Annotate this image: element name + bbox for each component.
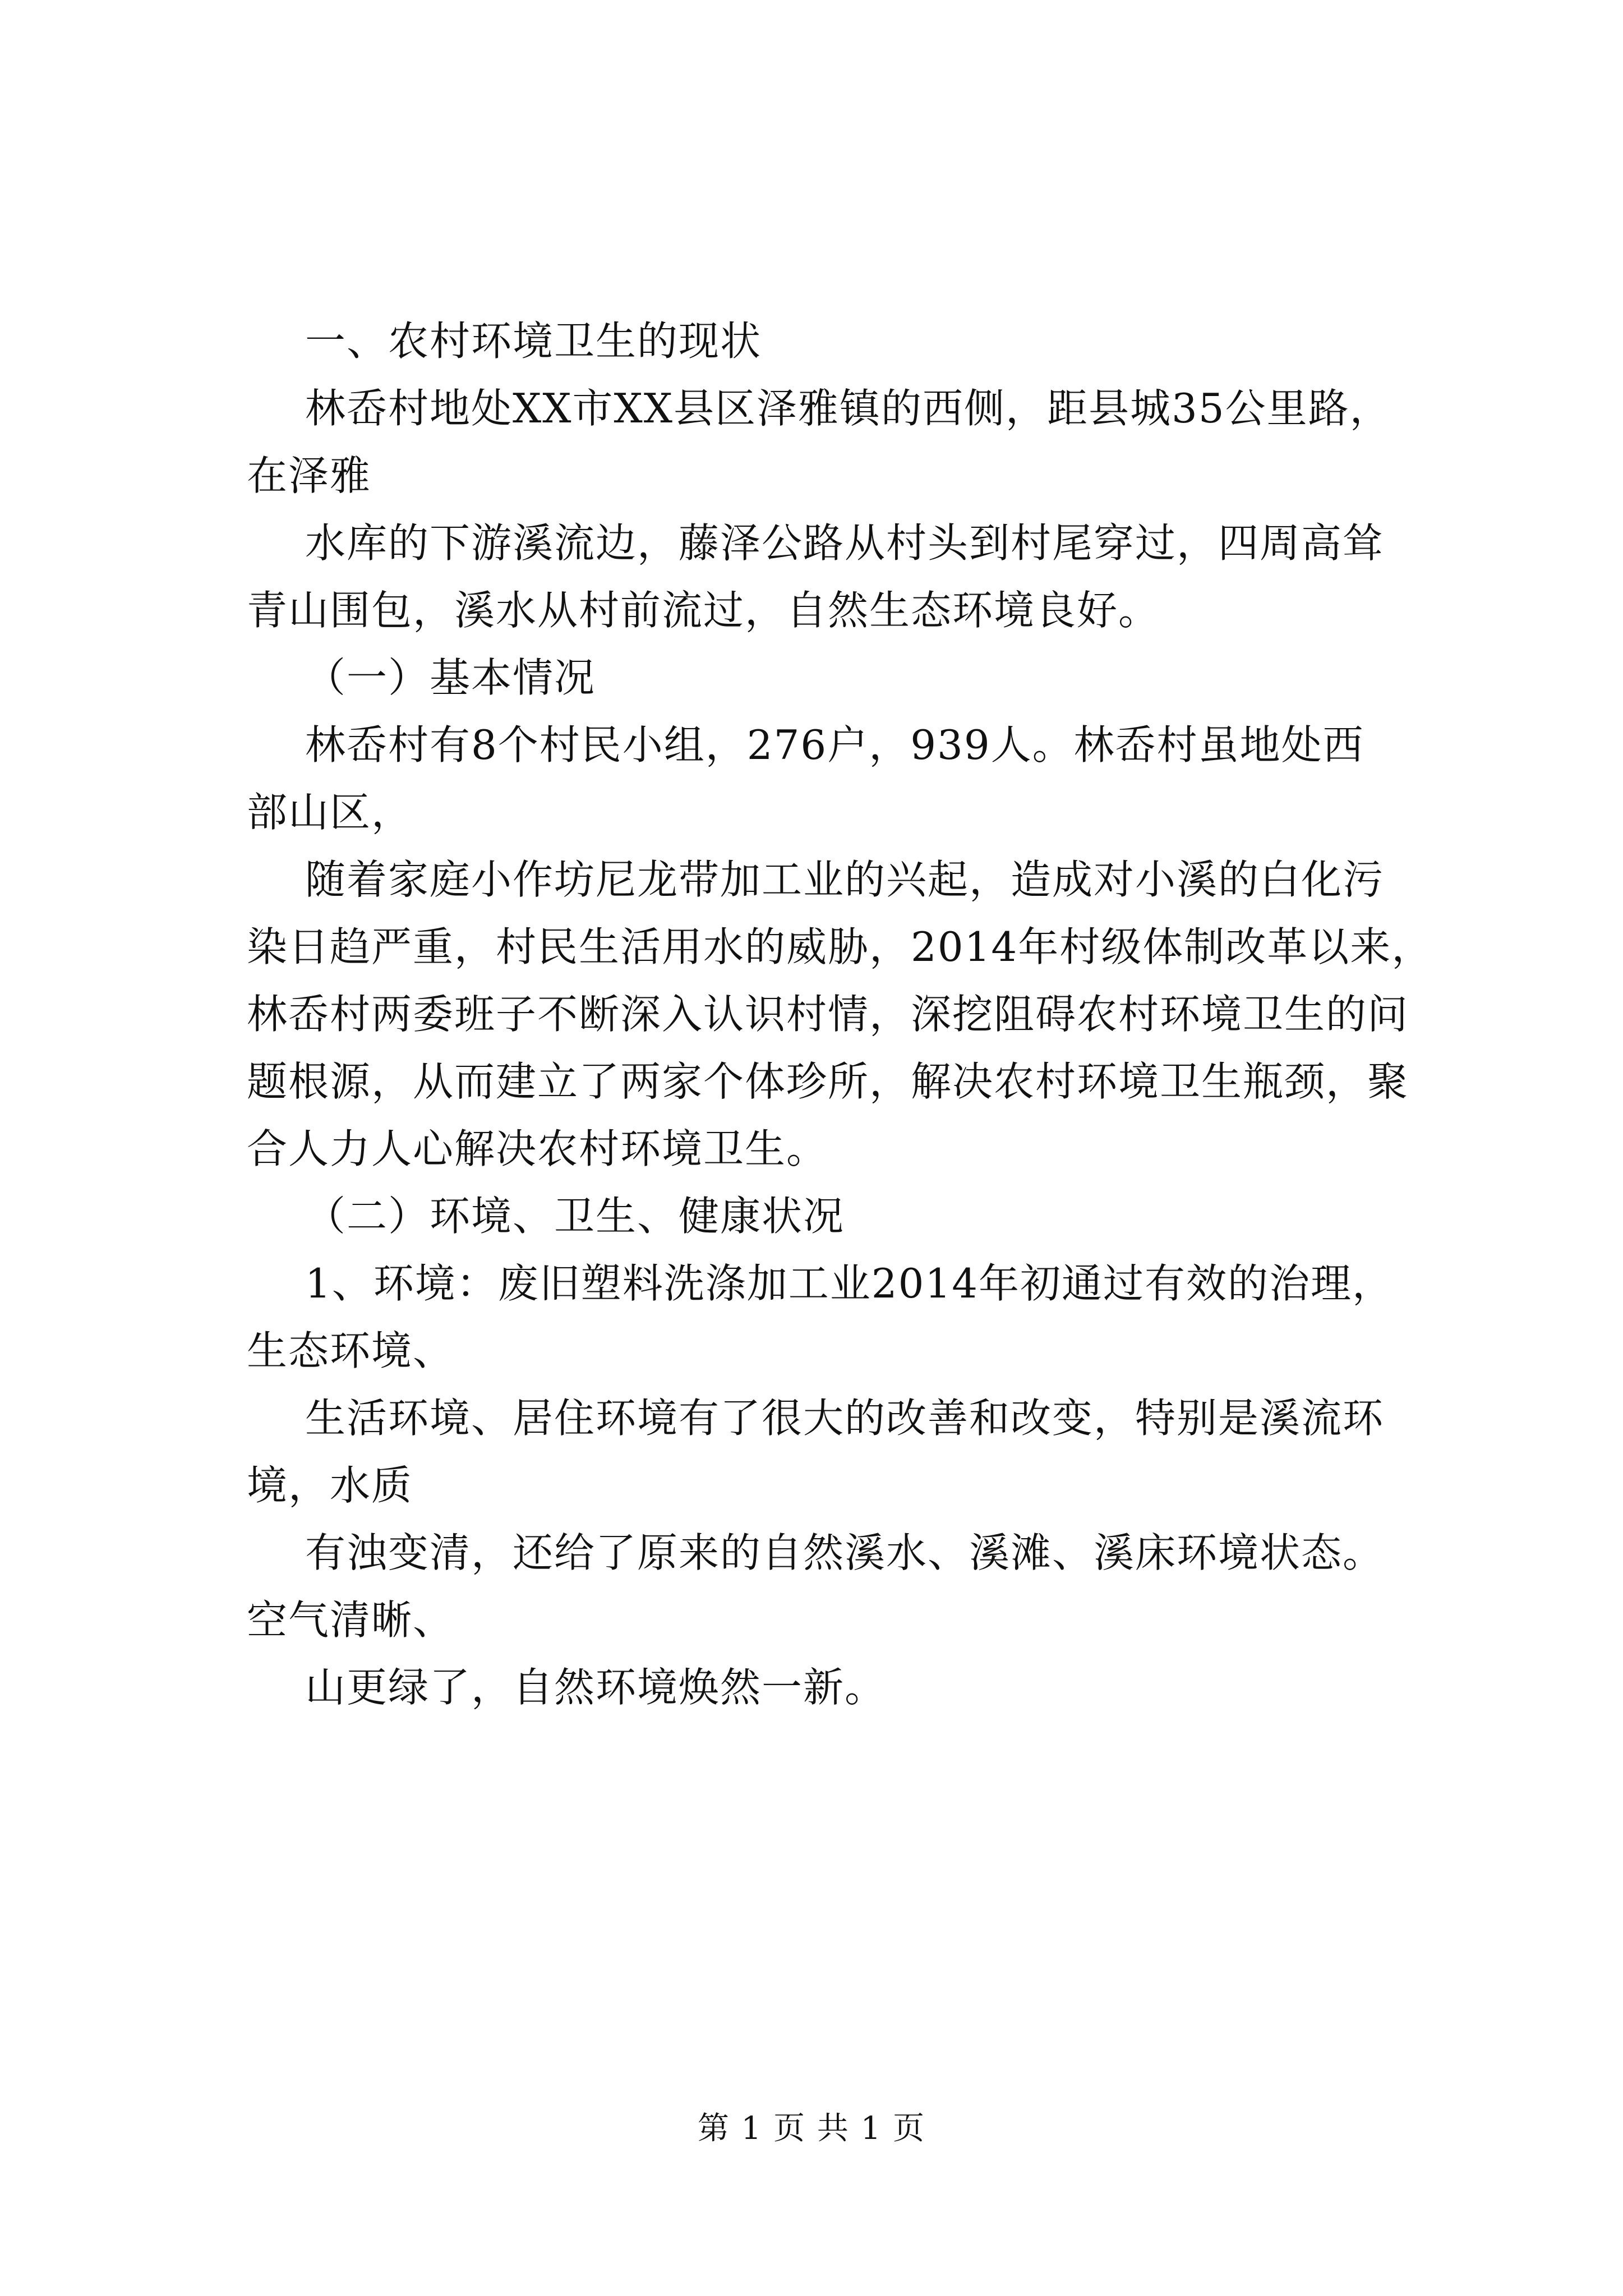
paragraph-line: 生活环境、居住环境有了很大的改善和改变，特别是溪流环 — [305, 1395, 1385, 1442]
subsection-heading-environment: （二）环境、卫生、健康状况 — [305, 1193, 845, 1240]
paragraph-line: 山更绿了，自然环境焕然一新。 — [305, 1664, 887, 1711]
paragraph-line: 境，水质 — [247, 1462, 413, 1509]
paragraph-line: 水库的下游溪流边，藤泽公路从村头到村尾穿过，四周高耸 — [305, 519, 1385, 567]
section-heading-status: 一、农村环境卫生的现状 — [305, 318, 762, 365]
paragraph-line: 青山围包，溪水从村前流过，自然生态环境良好。 — [247, 587, 1160, 634]
paragraph-line: 林岙村两委班子不断深入认识村情，深挖阻碍农村环境卫生的问 — [247, 991, 1409, 1038]
paragraph-line: 部山区， — [247, 789, 413, 836]
paragraph-line: 在泽雅 — [247, 452, 372, 499]
paragraph-line: 生态环境、 — [247, 1327, 455, 1374]
page-footer — [0, 2109, 1623, 2148]
paragraph-line: 有浊变清，还给了原来的自然溪水、溪滩、溪床环境状态。 — [305, 1529, 1385, 1576]
subsection-heading-basic: （一）基本情况 — [305, 654, 596, 701]
paragraph-line: 合人力人心解决农村环境卫生。 — [247, 1125, 828, 1172]
paragraph-line: 1、环境：废旧塑料洗涤加工业2014年初通过有效的治理， — [305, 1260, 1394, 1307]
paragraph-line: 林岙村地处XX市XX县区泽雅镇的西侧，距县城35公里路， — [305, 385, 1391, 432]
paragraph-line: 林岙村有8个村民小组，276户，939人。林岙村虽地处西 — [305, 721, 1364, 769]
document-body — [247, 307, 1455, 1721]
paragraph-line: 题根源，从而建立了两家个体珍所，解决农村环境卫生瓶颈，聚 — [247, 1058, 1409, 1105]
paragraph-line: 空气清晰、 — [247, 1596, 455, 1644]
paragraph-line: 随着家庭小作坊尼龙带加工业的兴起，造成对小溪的白化污 — [305, 856, 1385, 903]
paragraph-line: 染日趋严重，村民生活用水的威胁，2014年村级体制改革以来， — [247, 923, 1433, 970]
page-number-label: 第 1 页 共 1 页 — [697, 2110, 926, 2147]
